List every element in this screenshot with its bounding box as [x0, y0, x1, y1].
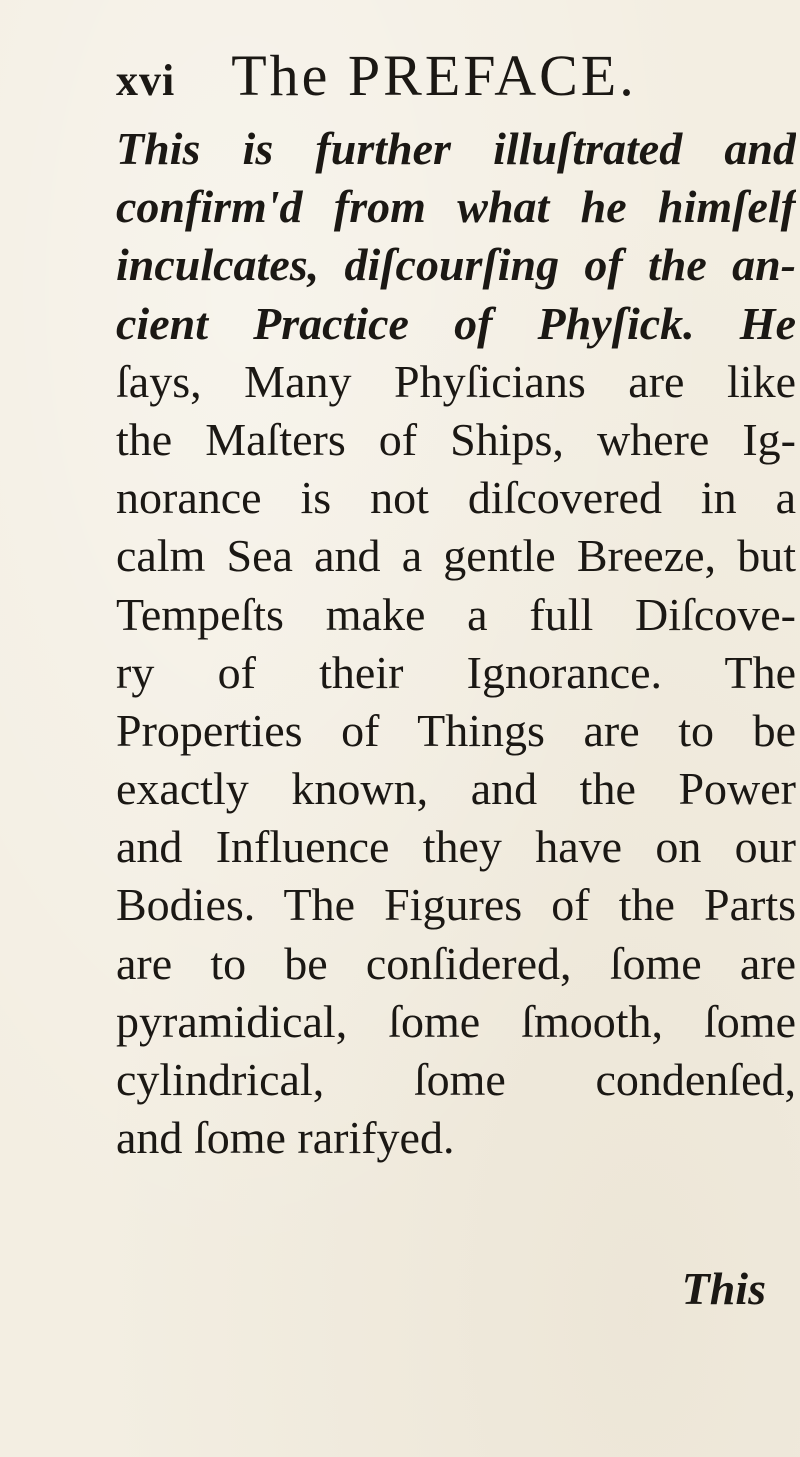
text-line: exactly known, and the Power — [116, 763, 796, 815]
text-line: inculcates, diſcourſing of the an- — [116, 239, 796, 291]
page-number: xvi — [116, 56, 176, 105]
text-line: Properties of Things are to be — [116, 704, 796, 756]
text-line: pyramidical, ſome ſmooth, ſome — [116, 995, 796, 1047]
text-line: ſays, Many Phyſicians are like — [116, 355, 796, 407]
text-line: are to be conſidered, ſome are — [116, 937, 796, 989]
text-line: Bodies. The Figures of the Parts — [116, 879, 796, 931]
catchword: This — [681, 1263, 766, 1314]
text-line: norance is not diſcovered in a — [116, 472, 796, 524]
text-line: cylindrical, ſome condenſed, — [116, 1054, 796, 1105]
body-text — [116, 120, 796, 1167]
text-line: confirm'd from what he himſelf — [116, 181, 796, 233]
text-line: ry of their Ignorance. The — [116, 646, 796, 698]
text-line: This is further illuſtrated and — [116, 123, 796, 174]
text-line: and ſome rarifyed. — [116, 1112, 455, 1164]
text-line: cient Practice of Phyſick. He — [116, 297, 796, 349]
running-title: The PREFACE. — [231, 43, 637, 108]
text-line: and Influence they have on our — [116, 821, 796, 873]
page-header — [116, 42, 637, 112]
text-line: calm Sea and a gentle Breeze, but — [116, 530, 796, 582]
text-line: Tempeſts make a full Diſcove- — [116, 588, 796, 640]
text-line: the Maſters of Ships, where Ig- — [116, 413, 796, 465]
